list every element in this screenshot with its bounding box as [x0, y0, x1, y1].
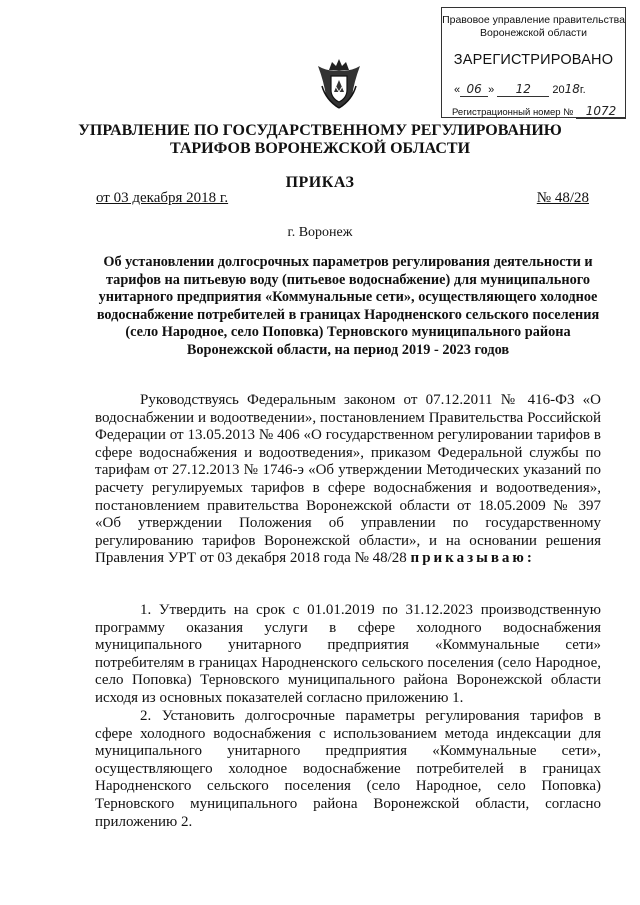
order-word: приказываю:	[410, 550, 535, 567]
stamp-reg-label: Регистрационный номер №	[452, 107, 574, 118]
stamp-date-year-suffix: 18	[564, 82, 580, 96]
item-1-paragraph: 1. Утвердить на срок с 01.01.2019 по 31.12.2023 производственную программу оказания услуги в сфере холодного водоснабжения муниципального унитарного предприятия «Коммунальные сети» потребителям в границах Народненского сельского поселения (село Народное, село Поповка) Терновского муниципального района Воронежской области исходя из основных показателей согласно приложению 1.	[95, 602, 601, 706]
document-type: ПРИКАЗ	[285, 174, 355, 191]
stamp-date-year-prefix: 20	[552, 84, 565, 96]
stamp-date-day: 06	[460, 82, 488, 97]
document-title: Об установлении долгосрочных параметров регулирования деятельности и тарифов на питьевую воду (питьевое водоснабжение) для муниципального унитарного предприятия «Коммунальные сети», осуществляющего холодное водоснабжение потребителей в границах Народненского сельского поселения (село Народное, село Поповка) Терновского муниципального района Воронежской области, на период 2019 - 2023 годов	[96, 254, 600, 358]
stamp-reg-number-line	[452, 104, 626, 119]
stamp-date-month: 12	[497, 82, 549, 97]
preamble-paragraph	[95, 392, 601, 568]
coat-of-arms-icon	[314, 56, 364, 110]
document-number: № 48/28	[536, 190, 589, 206]
item-2-paragraph: 2. Установить долгосрочные параметры регулирования тарифов в сфере холодного водоснабжения с использованием метода индексации для муниципального унитарного предприятия «Коммунальные сети», осуществляющего холодное водоснабжение потребителей в границах Народненского сельского поселения (село Народное, село Поповка) Терновского муниципального района Воронежской области, согласно приложению 2.	[95, 708, 601, 830]
preamble-text: Руководствуясь Федеральным законом от 07.12.2011 № 416-ФЗ «О водоснабжении и водоотведении», постановлением Правительства Российской Федерации от 13.05.2013 № 406 «О государственном регулировании тарифов в сфере водоснабжения и водоотведения», приказом Федеральной службы по тарифам от 27.12.2013 № 1746-э «Об утверждении Методических указаний по расчету регулируемых тарифов в сфере водоснабжения и водоотведения», постановлением правительства Воронежской области от 18.05.2009 № 397 «Об утверждении Положения об управлении по государственному регулированию тарифов Воронежской области», и на основании решения Правления УРТ от 03 декабря 2018 года № 48/28	[95, 392, 601, 567]
document-city: г. Воронеж	[287, 225, 353, 240]
stamp-date: « 06 » 12 2018г.	[454, 82, 586, 96]
stamp-registered: ЗАРЕГИСТРИРОВАНО	[453, 52, 614, 68]
stamp-reg-number: 1072	[576, 104, 626, 119]
org-name-line-1: УПРАВЛЕНИЕ ПО ГОСУДАРСТВЕННОМУ РЕГУЛИРОВАНИЮ	[78, 122, 562, 139]
org-name-line-2: ТАРИФОВ ВОРОНЕЖСКОЙ ОБЛАСТИ	[169, 140, 471, 157]
stamp-line-1: Правовое управление правительства	[442, 14, 625, 26]
stamp-line-2: Воронежской области	[480, 27, 587, 39]
document-date: от 03 декабря 2018 г.	[96, 190, 229, 206]
registration-stamp	[441, 7, 626, 118]
